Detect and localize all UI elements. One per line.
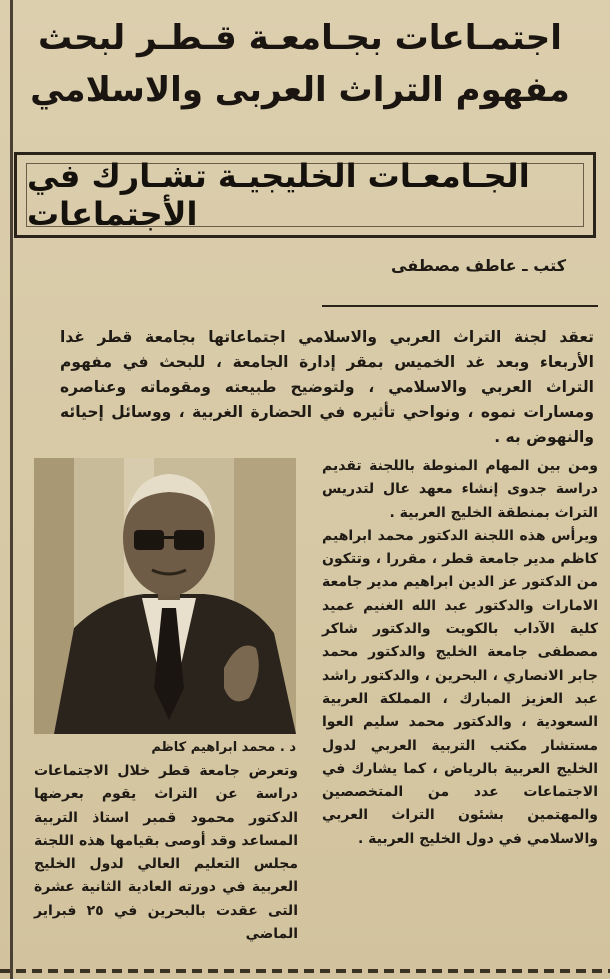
subheadline: الجـامعـات الخليجيـة تشـارك في الأجتماعات [26,163,584,227]
photo-caption: د . محمد ابراهيم كاظم [151,740,296,755]
left-column [34,760,298,946]
paragraph: ويرأس هذه اللجنة الدكتور محمد ابراهيم كاظم مدير جامعة قطر ، مقررا ، وتتكون من الدكتور عز الدين ابراهيم مدير جامعة الامارات والدكتور عبد الله الغنيم عميد كلية الآداب بالكويت والدكتور شاكر مصطفى جامعة الخليج والدكتور محمد جابر الانصاري ، البحرين ، والدكتور راشد عبد العزيز المبارك ، المملكة العربية السعودية ، والدكتور محمد سليم العوا مستشار مكتب التربية العربي لدول الخليج العربية بالرياض ، كما يشارك في الاجتماعات عدد من المتخصصين والمهتمين بشئون التراث العربي والاسلامي في دول الخليج العربية . [322,527,598,847]
portrait-illustration [34,458,296,734]
lead-paragraph: تعقد لجنة التراث العربي والاسلامي اجتماعاتها بجامعة قطر غدا الأربعاء وبعد غد الخميس بمقر إدارة الجامعة ، للبحث في مفهوم التراث العربي والاسلامي ، ولتوضيح طبيعته ومقوماته وعناصره ومسارات نموه ، ونواحي تأثيره في الحضارة الغربية ، ووسائل إحيائه والنهوض به . [60,328,594,446]
portrait-photo [34,458,296,734]
right-column [322,455,598,851]
bottom-border [0,969,610,973]
column-rule [10,0,13,979]
paragraph: ومن بين المهام المنوطة باللجنة تقديم دراسة جدوى إنشاء معهد عال لتدريس التراث بمنطقة الخليج العربية . [322,458,598,521]
paragraph: وتعرض جامعة قطر خلال الاجتماعات دراسة عن التراث يقوم بعرضها الدكتور محمود قمبر استاذ التربية المساعد وقد أوصى بقيامها هذه اللجنة مجلس التعليم العالي لدول الخليج العربية في دورته العادية الثانية عشرة التى عقدت بالبحرين في ٢٥ فبراير الماضي [34,763,298,943]
byline: كتب ـ عاطف مصطفى [391,256,566,275]
subheadline-box [14,152,596,238]
headline-line-1: اجتمـاعات بجـامعـة قـطـر لبحث [38,18,562,58]
headline-line-2: مفهوم التراث العربى والاسلامي [30,70,570,110]
byline-divider [322,305,598,307]
